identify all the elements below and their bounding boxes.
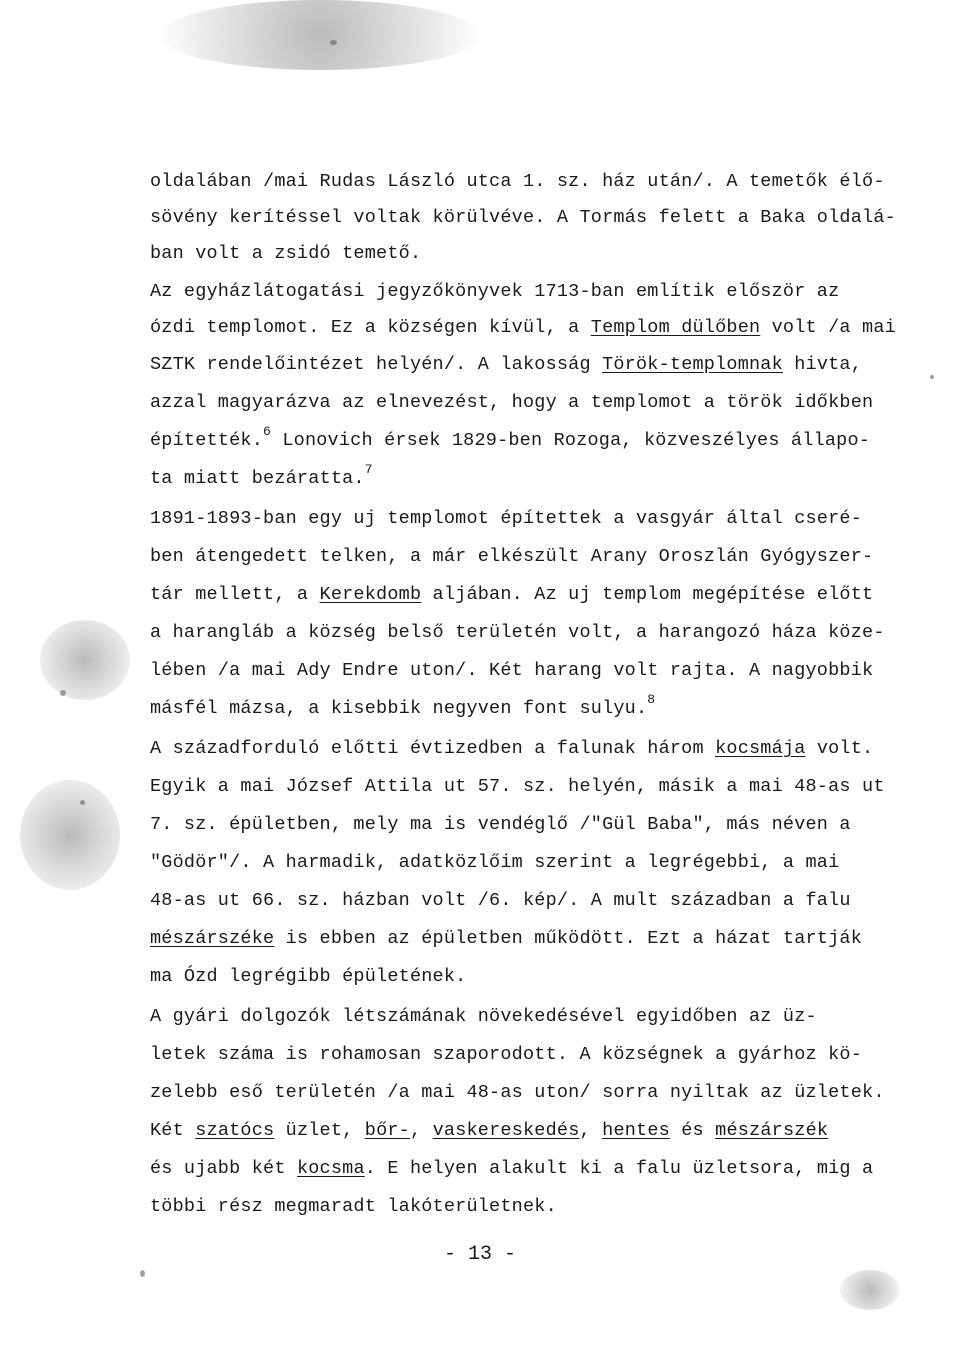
text-run: 48-as ut 66. sz. házban volt /6. kép/. A mult században a falu [150, 890, 851, 911]
underlined-term: Török-templomnak [602, 354, 783, 375]
text-run: és ujabb két [150, 1158, 297, 1179]
text-line [150, 1195, 557, 1219]
text-line [150, 507, 862, 531]
text-run: Két [150, 1120, 196, 1141]
text-run: 1891-1893-ban egy uj templomot építettek a vasgyár által cseré- [150, 508, 863, 529]
text-line [150, 692, 656, 721]
text-line [150, 316, 896, 340]
text-run: hivta, [782, 354, 863, 375]
text-run: 7. sz. épületben, mely ma is vendéglő /"Gül Baba", más néven a [150, 814, 851, 835]
text-line [150, 583, 873, 607]
scan-smudge [840, 1270, 900, 1310]
text-line [150, 1081, 885, 1105]
text-line [150, 965, 466, 989]
scan-speck [330, 40, 337, 45]
text-line [150, 813, 851, 837]
underlined-term: Templom dülőben [590, 317, 761, 338]
footnote-marker: 8 [647, 692, 656, 707]
text-run: ta miatt bezáratta. [150, 468, 365, 489]
text-run: a harangláb a község belső területén volt, a harangozó háza köze- [150, 622, 885, 643]
underlined-term: vaskereskedés [432, 1120, 580, 1141]
text-line [150, 206, 896, 230]
text-line [150, 737, 873, 761]
scan-speck [140, 1270, 145, 1277]
text-run: azzal magyarázva az elnevezést, hogy a templomot a török időkben [150, 392, 874, 413]
text-run: , [579, 1120, 603, 1141]
text-run: másfél mázsa, a kisebbik negyven font sulyu. [150, 698, 648, 719]
scan-speck [930, 375, 934, 379]
text-run: letek száma is rohamosan szaporodott. A községnek a gyárhoz kö- [150, 1044, 863, 1065]
scan-smudge [20, 780, 120, 890]
text-line [150, 621, 885, 645]
text-run: ban volt a zsidó temető. [150, 243, 422, 264]
text-run: ózdi templomot. Ez a községen kívül, a [150, 317, 591, 338]
footnote-marker: 7 [364, 462, 373, 477]
scan-smudge [160, 0, 480, 70]
text-run: SZTK rendelőintézet helyén/. A lakosság [150, 354, 603, 375]
text-run: A gyári dolgozók létszámának növekedésével egyidőben az üz- [150, 1006, 817, 1027]
underlined-term: kocsmája [715, 738, 806, 759]
underlined-term: hentes [602, 1120, 670, 1141]
text-line [150, 545, 873, 569]
text-line [150, 1157, 873, 1181]
text-run: üzlet, [274, 1120, 365, 1141]
text-line [150, 927, 862, 951]
text-line [150, 659, 873, 683]
text-run: és [669, 1120, 716, 1141]
text-run: volt /a mai [760, 317, 896, 338]
text-run: sövény kerítéssel voltak körülvéve. A Tormás felett a Baka oldalá- [150, 207, 896, 228]
scan-smudge [40, 620, 130, 700]
text-line [150, 1119, 828, 1143]
text-run: aljában. Az uj templom megépítése előtt [421, 584, 874, 605]
text-run: oldalában /mai Rudas László utca 1. sz. ház után/. A temetők élő- [150, 171, 885, 192]
text-line [150, 1043, 862, 1067]
text-run: Lonovich érsek 1829-ben Rozoga, közveszélyes állapo- [271, 430, 871, 451]
page-number: - 13 - [443, 1243, 516, 1266]
text-line [150, 889, 851, 913]
text-run: zelebb eső területén /a mai 48-as uton/ sorra nyiltak az üzletek. [150, 1082, 885, 1103]
text-run: ma Ózd legrégibb épületének. [150, 966, 467, 987]
underlined-term: kocsma [296, 1158, 365, 1179]
footnote-marker: 6 [263, 424, 272, 439]
text-run: , [409, 1120, 433, 1141]
underlined-term: bőr- [364, 1120, 410, 1141]
underlined-term: mészárszéke [150, 928, 275, 949]
underlined-term: szatócs [195, 1120, 275, 1141]
text-line [150, 391, 873, 415]
text-run: "Gödör"/. A harmadik, adatközlőim szerint a legrégebbi, a mai [150, 852, 840, 873]
text-line [150, 170, 885, 194]
text-run: többi rész megmaradt lakóterületnek. [150, 1196, 557, 1217]
text-run: Az egyházlátogatási jegyzőkönyvek 1713-ban említik először az [150, 281, 840, 302]
text-run: ben átengedett telken, a már elkészült Arany Oroszlán Gyógyszer- [150, 546, 874, 567]
text-line [150, 424, 871, 453]
text-run: A századforduló előtti évtizedben a falunak három [150, 738, 716, 759]
text-run: volt. [805, 738, 874, 759]
scan-speck [60, 690, 66, 696]
scan-speck [80, 800, 85, 805]
text-run: . E helyen alakult ki a falu üzletsora, mig a [364, 1158, 874, 1179]
text-line [150, 353, 862, 377]
text-line [150, 851, 839, 875]
text-line [150, 462, 373, 491]
text-line [150, 775, 885, 799]
text-line [150, 280, 839, 304]
text-line [150, 242, 421, 266]
text-line [150, 1005, 817, 1029]
underlined-term: Kerekdomb [319, 584, 422, 605]
text-run: lében /a mai Ady Endre uton/. Két harang volt rajta. A nagyobbik [150, 660, 874, 681]
underlined-term: mészárszék [715, 1120, 829, 1141]
text-run: Egyik a mai József Attila ut 57. sz. helyén, másik a mai 48-as ut [150, 776, 885, 797]
text-run: is ebben az épületben működött. Ezt a házat tartják [274, 928, 863, 949]
text-run: tár mellett, a [150, 584, 320, 605]
text-run: építették. [150, 430, 264, 451]
